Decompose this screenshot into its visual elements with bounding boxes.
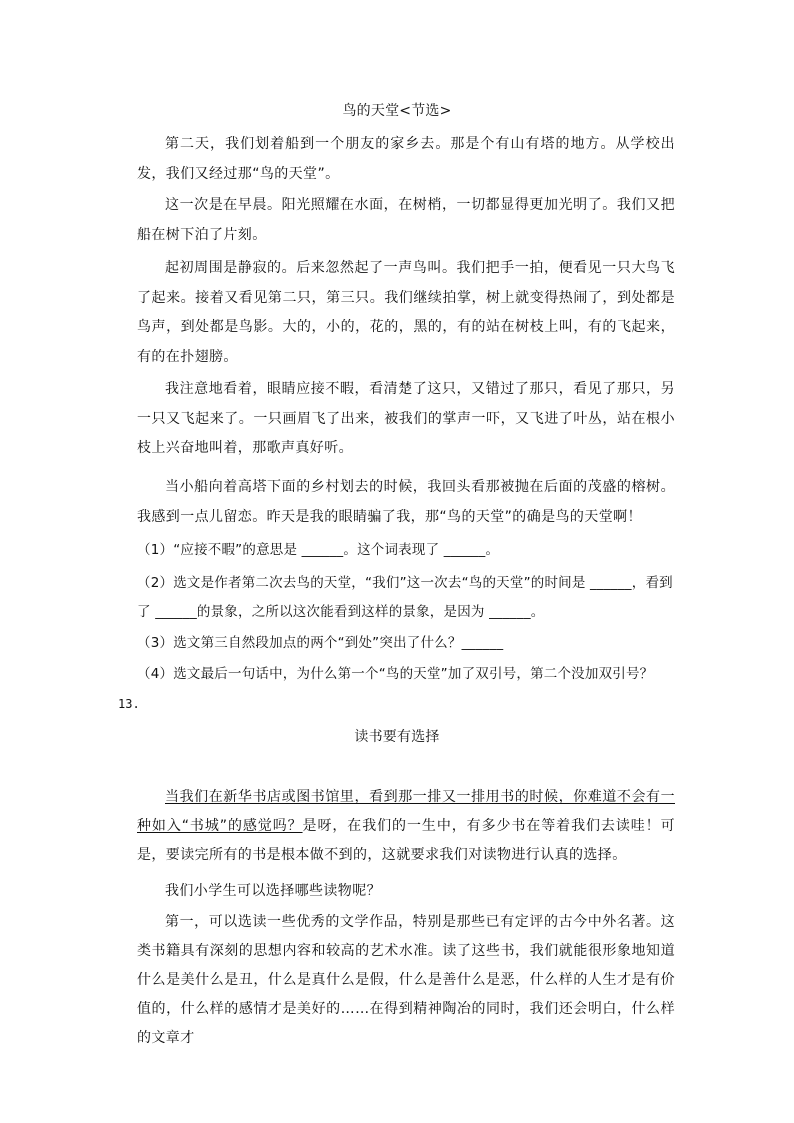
paragraph-continuation: 是呀，在我们的一生中，有多少书在等着我们去读哇！可是，要读完所有的书是根本做不到的，这就要求我们对读物进行认真的选择。 [137, 818, 676, 863]
passage-paragraph-2: 这一次是在早晨。阳光照耀在水面，在树梢，一切都显得更加光明了。我们又把船在树下泊了片刻。 [137, 197, 675, 243]
article-paragraph-2: 我们小学生可以选择哪些读物呢？ [165, 883, 381, 899]
question-number: 13. [118, 697, 140, 711]
article-paragraph-1 [137, 783, 675, 870]
passage-paragraph-5: 当小船向着高塔下面的乡村划去的时候，我回头看那被抛在后面的茂盛的榕树。我感到一点儿留恋。昨天是我的眼睛骗了我，那“鸟的天堂”的确是鸟的天堂啊！ [137, 479, 675, 525]
question-3: （3）选文第三自然段加点的两个“到处”突出了什么？______ [137, 635, 504, 651]
passage-paragraph-1: 第二天，我们划着船到一个朋友的家乡去。那是个有山有塔的地方。从学校出发，我们又经过那“鸟的天堂”。 [137, 136, 675, 182]
question-4: （4）选文最后一句话中，为什么第一个“鸟的天堂”加了双引号，第二个没加双引号？ [137, 666, 654, 682]
question-2: （2）选文是作者第二次去鸟的天堂，“我们”这一次去“鸟的天堂”的时间是 ______，看到了 ______的景象，之所以这次能看到这样的景象，是因为 ______。 [137, 575, 673, 620]
article-title: 读书要有选择 [354, 729, 440, 745]
passage-paragraph-3: 起初周围是静寂的。后来忽然起了一声鸟叫。我们把手一拍，便看见一只大鸟飞了起来。接着又看见第二只，第三只。我们继续拍掌，树上就变得热闹了，到处都是鸟声，到处都是鸟影。大的，小的，花的，黑的，有的站在树枝上叫，有的飞起来，有的在扑翅膀。 [137, 260, 675, 365]
passage-title: 鸟的天堂<节选> [342, 103, 452, 119]
question-1: （1）“应接不暇”的意思是 ______。这个词表现了 ______。 [137, 542, 500, 558]
passage-paragraph-4: 我注意地看着，眼睛应接不暇，看清楚了这只，又错过了那只，看见了那只，另一只又飞起来了。一只画眉飞了出来，被我们的掌声一吓，又飞进了叶丛，站在根小枝上兴奋地叫着，那歌声真好听。 [137, 381, 675, 456]
underlined-sentence: 当我们在新华书店或图书馆里，看到那一排又一排用书的时候，你难道不会有一种如入“书城”的感觉吗？ [137, 789, 675, 834]
article-paragraph-3: 第一，可以选读一些优秀的文学作品，特别是那些已有定评的古今中外名著。这类书籍具有深刻的思想内容和较高的艺术水准。读了这些书，我们就能很形象地知道什么是美什么是丑，什么是真什么是假，什么是善什么是恶，什么样的人生才是有价值的，什么样的感情才是美好的……在得到精神陶冶的同时，我们还会明白，什么样的文章才 [137, 914, 675, 1046]
